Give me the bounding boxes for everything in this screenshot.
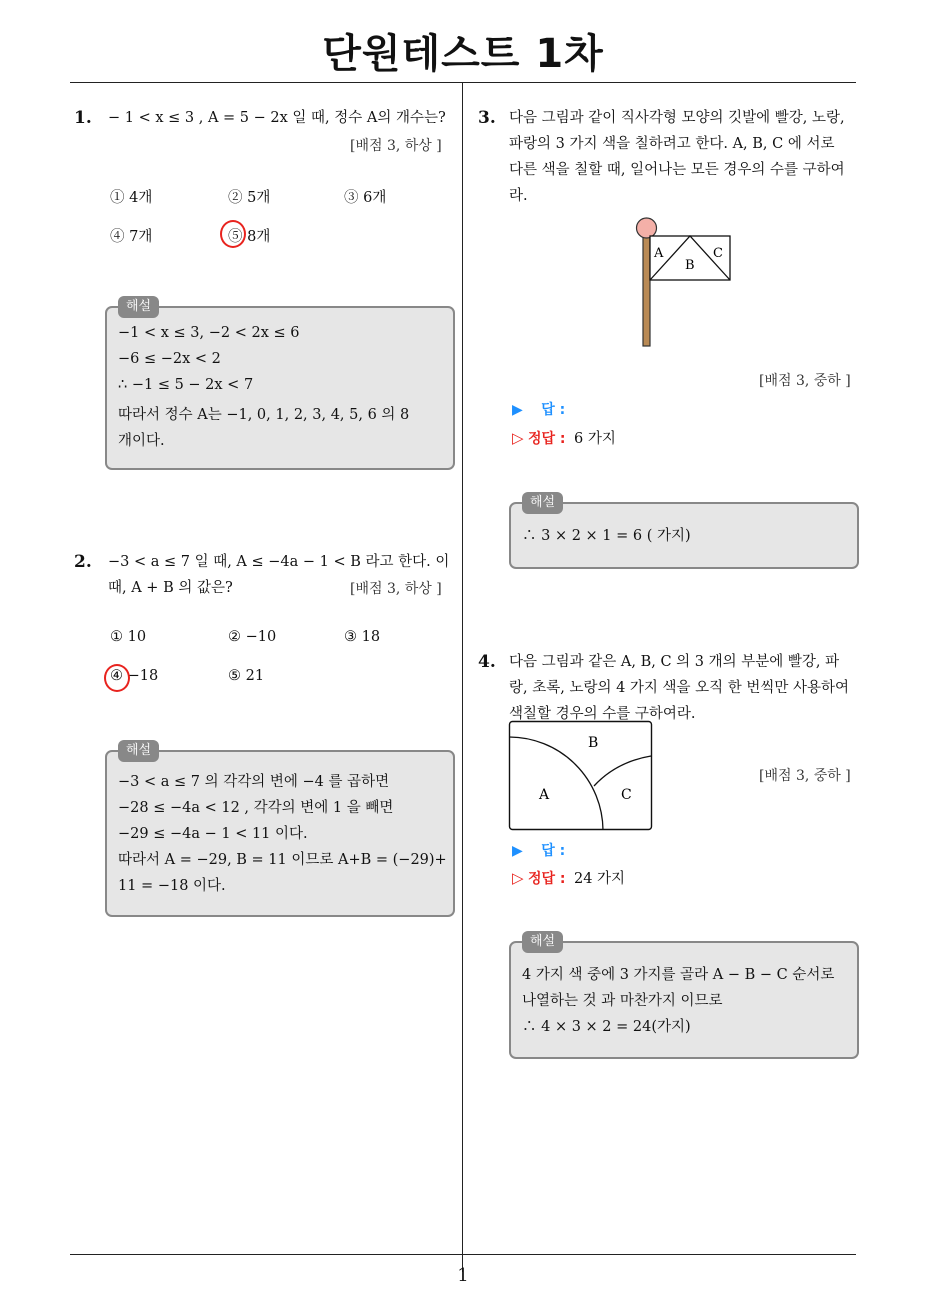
- flag-pole: [643, 232, 650, 346]
- explanation-line: ∴ −1 ≤ 5 − 2x < 7: [118, 377, 254, 393]
- page-number: 1: [457, 1265, 469, 1286]
- correct-answer-label: 정답 :: [528, 431, 566, 447]
- choice-1[interactable]: ① 4개: [110, 190, 153, 206]
- choice-5[interactable]: ⑤ 8개: [228, 229, 271, 245]
- explanation-tag: 해설: [522, 492, 563, 514]
- choice-4[interactable]: ④ 7개: [110, 229, 153, 245]
- choice-4[interactable]: ④ −18: [110, 668, 159, 684]
- correct-answer-row: [512, 867, 625, 888]
- explanation-line: −3 < a ≤ 7 의 각각의 변에 −4 를 곱하면: [118, 774, 390, 790]
- explanation-line: −28 ≤ −4a < 12 , 각각의 변에 1 을 빼면: [118, 800, 394, 816]
- region-label-a: A: [539, 787, 550, 803]
- footer-rule: [70, 1254, 856, 1255]
- question-number: 3.: [478, 108, 496, 128]
- question-text: 다음 그림과 같은 A, B, C 의 3 개의 부분에 빨강, 파: [509, 654, 840, 670]
- explanation-line: ∴ 3 × 2 × 1 = 6 ( 가지): [522, 528, 691, 544]
- answer-mark-circle: [104, 664, 130, 692]
- outline-arrow-icon: ▷: [512, 869, 524, 887]
- explanation-line: 나열하는 것 과 마찬가지 이므로: [522, 993, 723, 1009]
- question-text: − 1 < x ≤ 3 , A = 5 − 2x 일 때, 정수 A의 개수는?: [108, 110, 446, 126]
- question-text: 색칠할 경우의 수를 구하여라.: [509, 706, 696, 722]
- question-text: 다음 그림과 같이 직사각형 모양의 깃발에 빨강, 노랑,: [509, 110, 845, 126]
- question-text: 라.: [509, 188, 528, 204]
- answer-row: [512, 399, 565, 419]
- explanation-line: −29 ≤ −4a − 1 < 11 이다.: [118, 826, 308, 842]
- flag-label-b: B: [685, 258, 695, 273]
- choice-2[interactable]: ② −10: [228, 629, 277, 645]
- explanation-line: ∴ 4 × 3 × 2 = 24(가지): [522, 1019, 691, 1035]
- page-title: 단원테스트 1차: [322, 31, 604, 77]
- region-border: [510, 722, 652, 830]
- choice-5[interactable]: ⑤ 21: [228, 668, 265, 684]
- header-rule: [70, 82, 856, 83]
- choice-1[interactable]: ① 10: [110, 629, 147, 645]
- explanation-line: 따라서 A = −29, B = 11 이므로 A+B = (−29)+: [118, 852, 447, 868]
- answer-label: 답 :: [541, 843, 566, 859]
- explanation-tag: 해설: [118, 740, 159, 762]
- answer-row: [512, 840, 565, 860]
- correct-answer-value: 6 가지: [573, 431, 616, 447]
- region-label-c: C: [621, 787, 632, 803]
- question-number: 1.: [74, 108, 92, 128]
- region-label-b: B: [588, 735, 599, 751]
- play-arrow-icon: ▶: [512, 402, 523, 418]
- correct-answer-row: [512, 427, 616, 448]
- explanation-line: 4 가지 색 중에 3 가지를 골라 A − B − C 순서로: [522, 967, 835, 983]
- explanation-tag: 해설: [118, 296, 159, 318]
- question-text: 파랑의 3 가지 색을 칠하려고 한다. A, B, C 에 서로: [509, 136, 835, 152]
- question-number: 2.: [74, 552, 92, 572]
- correct-answer-value: 24 가지: [573, 871, 626, 887]
- flag-label-a: A: [654, 246, 664, 261]
- flag-label-c: C: [713, 246, 723, 261]
- choice-2[interactable]: ② 5개: [228, 190, 271, 206]
- score-label: [배점 3, 하상 ]: [350, 138, 442, 154]
- flag-pole-knob: [637, 218, 657, 238]
- choice-3[interactable]: ③ 6개: [344, 190, 387, 206]
- explanation-line: 따라서 정수 A는 −1, 0, 1, 2, 3, 4, 5, 6 의 8: [118, 407, 410, 423]
- region-figure: [508, 720, 654, 832]
- explanation-tag: 해설: [522, 931, 563, 953]
- outline-arrow-icon: ▷: [512, 429, 524, 447]
- score-label: [배점 3, 중하 ]: [759, 373, 851, 389]
- answer-mark-circle: [220, 220, 246, 248]
- question-number: 4.: [478, 652, 496, 672]
- play-arrow-icon: ▶: [512, 843, 523, 859]
- question-text: −3 < a ≤ 7 일 때, A ≤ −4a − 1 < B 라고 한다. 이: [108, 554, 450, 570]
- flag-figure: [630, 212, 740, 352]
- choice-3[interactable]: ③ 18: [344, 629, 381, 645]
- question-text: 다른 색을 칠할 때, 일어나는 모든 경우의 수를 구하여: [509, 162, 845, 178]
- explanation-line: −1 < x ≤ 3, −2 < 2x ≤ 6: [118, 325, 300, 341]
- score-label: [배점 3, 중하 ]: [759, 768, 851, 784]
- score-label: [배점 3, 하상 ]: [350, 581, 442, 597]
- explanation-line: −6 ≤ −2x < 2: [118, 351, 221, 367]
- explanation-line: 개이다.: [118, 433, 165, 449]
- question-text: 랑, 초록, 노랑의 4 가지 색을 오직 한 번씩만 사용하여: [509, 680, 850, 696]
- answer-label: 답 :: [541, 402, 566, 418]
- column-divider: [462, 82, 463, 1272]
- explanation-line: 11 = −18 이다.: [118, 878, 226, 894]
- correct-answer-label: 정답 :: [528, 871, 566, 887]
- question-text: 때, A + B 의 값은?: [108, 580, 233, 596]
